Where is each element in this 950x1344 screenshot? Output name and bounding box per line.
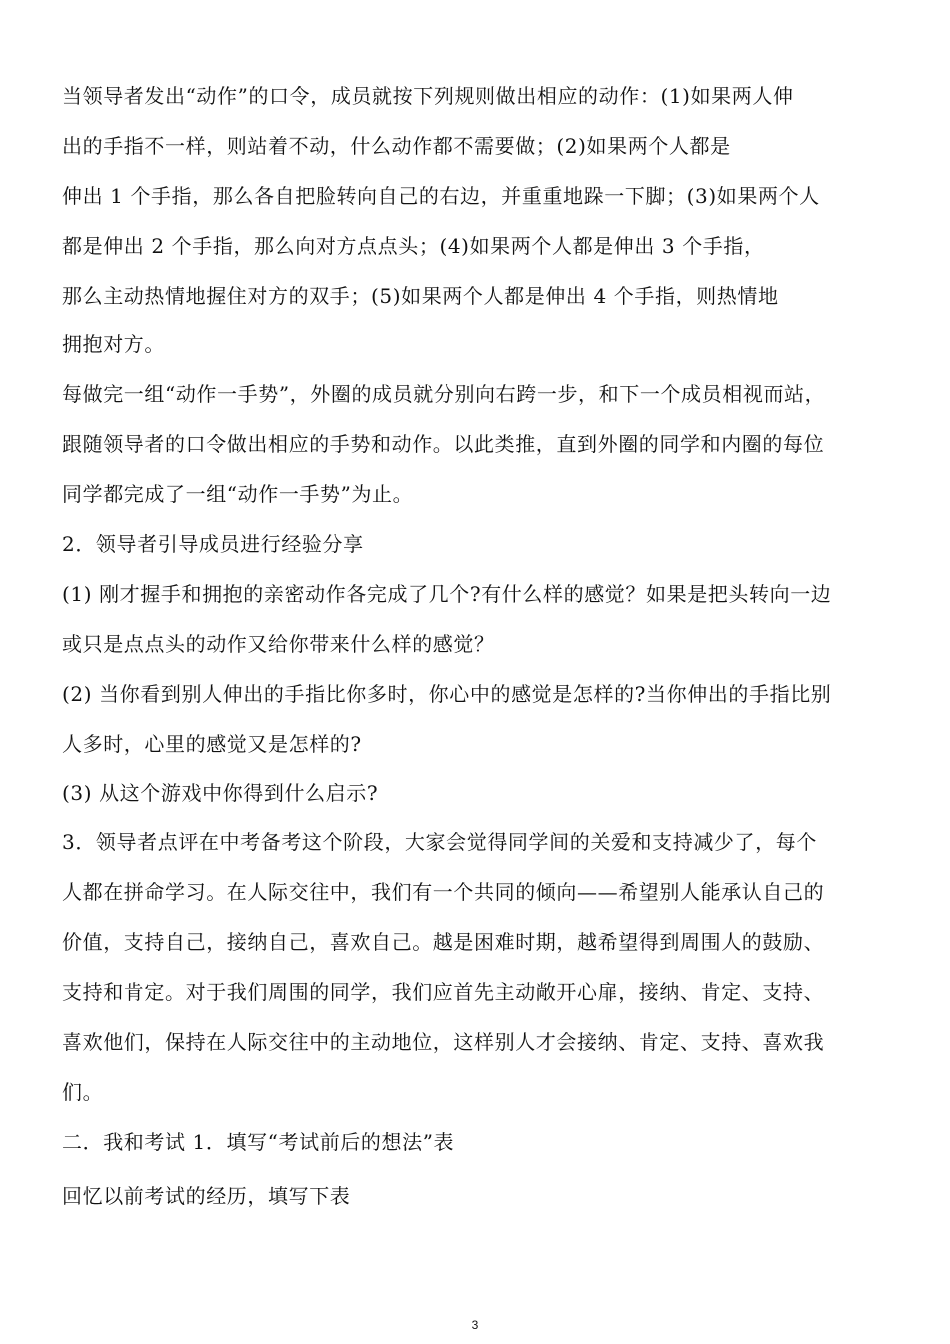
text-line: 价值，支持自己，接纳自己，喜欢自己。越是困难时期，越希望得到周围人的鼓励、 (62, 930, 825, 954)
text-line: 每做完一组“动作一手势”，外圈的成员就分别向右跨一步，和下一个成员相视而站， (62, 382, 826, 406)
text-line: 人多时，心里的感觉又是怎样的? (62, 732, 362, 756)
text-line: 跟随领导者的口令做出相应的手势和动作。以此类推，直到外圈的同学和内圈的每位 (62, 432, 825, 456)
text-line: 喜欢他们，保持在人际交往中的主动地位，这样别人才会接纳、肯定、支持、喜欢我 (62, 1030, 825, 1054)
text-line: 回忆以前考试的经历，填写下表 (62, 1184, 351, 1208)
text-line: 同学都完成了一组“动作一手势”为止。 (62, 482, 414, 506)
text-line: 当领导者发出“动作”的口令，成员就按下列规则做出相应的动作：(1)如果两人伸 (62, 84, 794, 108)
text-line: 们。 (62, 1080, 104, 1104)
text-line: 出的手指不一样，则站着不动，什么动作都不需要做；(2)如果两个人都是 (62, 134, 731, 158)
text-line: (2) 当你看到别人伸出的手指比你多时，你心中的感觉是怎样的?当你伸出的手指比别 (62, 682, 832, 706)
page-number: 3 (471, 1318, 479, 1332)
text-line: 伸出 1 个手指，那么各自把脸转向自己的右边，并重重地跺一下脚；(3)如果两个人 (62, 184, 820, 208)
section-heading: 3．领导者点评在中考备考这个阶段，大家会觉得同学间的关爱和支持减少了，每个 (62, 830, 817, 854)
text-line: 那么主动热情地握住对方的双手；(5)如果两个人都是伸出 4 个手指，则热情地 (62, 284, 779, 308)
section-heading: 2．领导者引导成员进行经验分享 (62, 532, 364, 556)
text-line: 人都在拼命学习。在人际交往中，我们有一个共同的倾向——希望别人能承认自己的 (62, 880, 825, 904)
section-heading: 二．我和考试 1．填写“考试前后的想法”表 (62, 1130, 455, 1154)
text-line: 或只是点点头的动作又给你带来什么样的感觉？ (62, 632, 495, 656)
text-line: 拥抱对方。 (62, 332, 165, 356)
text-line: 支持和肯定。对于我们周围的同学，我们应首先主动敞开心扉，接纳、肯定、支持、 (62, 980, 825, 1004)
text-line: (1) 刚才握手和拥抱的亲密动作各完成了几个?有什么样的感觉？如果是把头转向一边 (62, 582, 832, 606)
text-line: 都是伸出 2 个手指，那么向对方点点头；(4)如果两个人都是伸出 3 个手指， (62, 234, 765, 258)
text-line: (3) 从这个游戏中你得到什么启示? (62, 781, 379, 805)
